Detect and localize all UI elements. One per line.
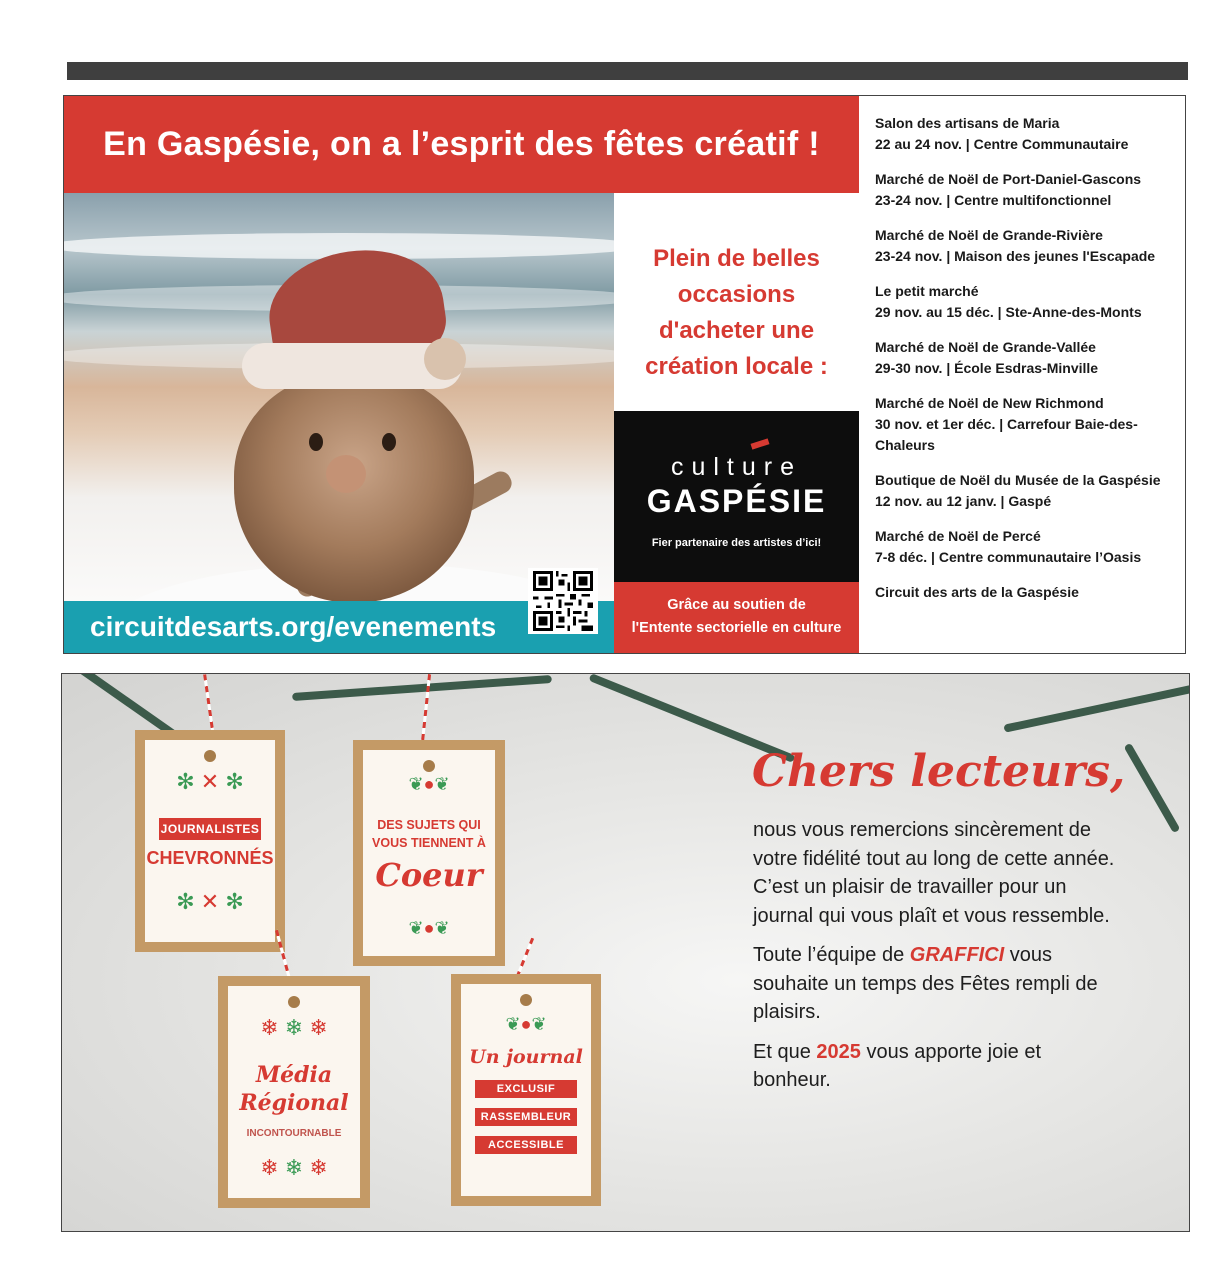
event-item <box>875 526 1180 568</box>
support-notice <box>614 582 859 654</box>
holly-icon: ❦●❦ <box>408 918 450 938</box>
text-run: Toute l’équipe de <box>753 944 910 966</box>
text-run: vous souhaite un temps des Fêtes rempli de plaisirs. <box>753 944 1098 1023</box>
event-name: Marché de Noël de Grande-Rivière <box>875 227 1103 243</box>
text-run: Et que <box>753 1040 817 1063</box>
tag-hole <box>423 760 435 772</box>
logo-brand-word: GASPÉSIE <box>646 483 827 519</box>
tag-hole <box>204 750 216 762</box>
culture-gaspesie-ad <box>63 95 1186 654</box>
event-details: 12 nov. au 12 janv. | Gaspé <box>875 493 1052 509</box>
tag-card <box>145 740 275 942</box>
event-name: Marché de Noël de Port-Daniel-Gascons <box>875 171 1142 187</box>
logo-tagline: Fier partenaire des artistes d’ici! <box>651 537 822 549</box>
tag-script-text: Un journal <box>469 1046 583 1068</box>
tag-small-text: INCONTOURNABLE <box>246 1128 342 1139</box>
event-details: 30 nov. et 1er déc. | Carrefour Baie-des-Chaleurs <box>875 416 1138 453</box>
brand-mention: GRAFFICI <box>909 944 1005 966</box>
tag-text-line: VOUS TIENNENT À <box>372 836 486 850</box>
center-column <box>614 193 859 654</box>
pine-branch <box>292 675 552 701</box>
text-run: vous apporte joie et bonheur. <box>753 1040 1042 1091</box>
year-highlight: 2025 <box>816 1040 861 1063</box>
tag-text-line: DES SUJETS QUI <box>377 818 481 832</box>
event-list <box>875 113 1180 611</box>
support-line: Grâce au soutien de <box>667 597 806 613</box>
candy-cane-icon: ✻ ✕ ✻ <box>176 889 244 914</box>
tag-script-text: Média <box>255 1062 333 1088</box>
greeting-title: Chers lecteurs, <box>752 746 1126 797</box>
santa-nose <box>326 455 366 493</box>
greeting-paragraph <box>753 1038 1123 1095</box>
ad-headline: En Gaspésie, on a l’esprit des fêtes créatif ! <box>103 125 820 163</box>
santa-eye <box>309 433 323 451</box>
greeting-body <box>753 816 1123 1106</box>
event-item <box>875 113 1180 155</box>
pine-branch <box>1124 743 1181 834</box>
occasions-line: occasions <box>677 281 796 308</box>
snowflake-icon: ❄ ❄ ❄ <box>260 1015 328 1040</box>
tag-card <box>363 750 495 956</box>
logo-accent-mark <box>751 438 770 449</box>
greeting-paragraph: nous vous remercions sincèrement de votre fidélité tout au long de cette année. C’est un plaisir de travailler pour un journal qui vous plaît et vous ressemble. <box>753 819 1115 927</box>
support-line: l'Entente sectorielle en culture <box>631 620 842 636</box>
event-item <box>875 337 1180 379</box>
top-rule <box>67 62 1188 80</box>
tag-coeur <box>353 740 505 966</box>
tag-card <box>228 986 360 1198</box>
graffici-greeting-ad <box>61 673 1190 1232</box>
culture-gaspesie-logo <box>614 411 859 582</box>
event-name: Salon des artisans de Maria <box>875 115 1060 131</box>
logo-culture-word: culture <box>670 453 803 481</box>
tag-script-text: Coeur <box>375 856 483 894</box>
event-url-link[interactable]: circuitdesarts.org/evenements <box>90 611 497 642</box>
tag-media-regional <box>218 976 370 1208</box>
snowflake-icon: ❄ ❄ ❄ <box>260 1155 328 1180</box>
event-item <box>875 470 1180 512</box>
event-details: 7-8 déc. | Centre communautaire l’Oasis <box>875 549 1142 565</box>
event-name: Marché de Noël de Percé <box>875 528 1041 544</box>
ad-headline-banner <box>64 96 859 193</box>
tag-ribbon: EXCLUSIF <box>475 1080 577 1098</box>
tag-ribbon: RASSEMBLEUR <box>475 1108 577 1126</box>
tag-ribbon: ACCESSIBLE <box>475 1136 577 1154</box>
event-details: 29 nov. au 15 déc. | Ste-Anne-des-Monts <box>875 304 1142 320</box>
occasions-line: Plein de belles <box>653 245 820 272</box>
event-name: Le petit marché <box>875 283 979 299</box>
greeting-paragraph <box>753 941 1123 1027</box>
occasions-line: création locale : <box>645 353 828 380</box>
event-details: 29-30 nov. | École Esdras-Minville <box>875 360 1099 376</box>
event-item <box>875 169 1180 211</box>
tag-main-text: CHEVRONNÉS <box>146 848 274 868</box>
occasions-line: d'acheter une <box>658 317 815 344</box>
santa-eye <box>382 433 396 451</box>
event-name: Circuit des arts de la Gaspésie <box>875 584 1079 600</box>
tag-un-journal <box>451 974 601 1206</box>
occasions-text <box>614 241 859 385</box>
tag-hole <box>288 996 300 1008</box>
tag-hole <box>520 994 532 1006</box>
event-item <box>875 393 1180 456</box>
tag-card <box>461 984 591 1196</box>
event-name: Boutique de Noël du Musée de la Gaspésie <box>875 472 1161 488</box>
holly-icon: ❦●❦ <box>505 1014 547 1034</box>
event-item <box>875 582 1180 603</box>
event-details: 23-24 nov. | Maison des jeunes l'Escapade <box>875 248 1156 264</box>
pine-branch <box>1003 683 1190 732</box>
event-item <box>875 281 1180 323</box>
event-name: Marché de Noël de New Richmond <box>875 395 1104 411</box>
event-details: 22 au 24 nov. | Centre Communautaire <box>875 136 1129 152</box>
tag-script-text: Régional <box>239 1090 349 1116</box>
event-name: Marché de Noël de Grande-Vallée <box>875 339 1096 355</box>
santa-hat-pompom <box>424 338 466 380</box>
candy-cane-icon: ✻ ✕ ✻ <box>176 769 244 794</box>
holly-icon: ❦●❦ <box>408 774 450 794</box>
tag-ribbon: JOURNALISTES <box>159 818 261 840</box>
event-details: 23-24 nov. | Centre multifonctionnel <box>875 192 1112 208</box>
tag-journalistes <box>135 730 285 952</box>
qr-code[interactable] <box>528 568 598 634</box>
event-item <box>875 225 1180 267</box>
